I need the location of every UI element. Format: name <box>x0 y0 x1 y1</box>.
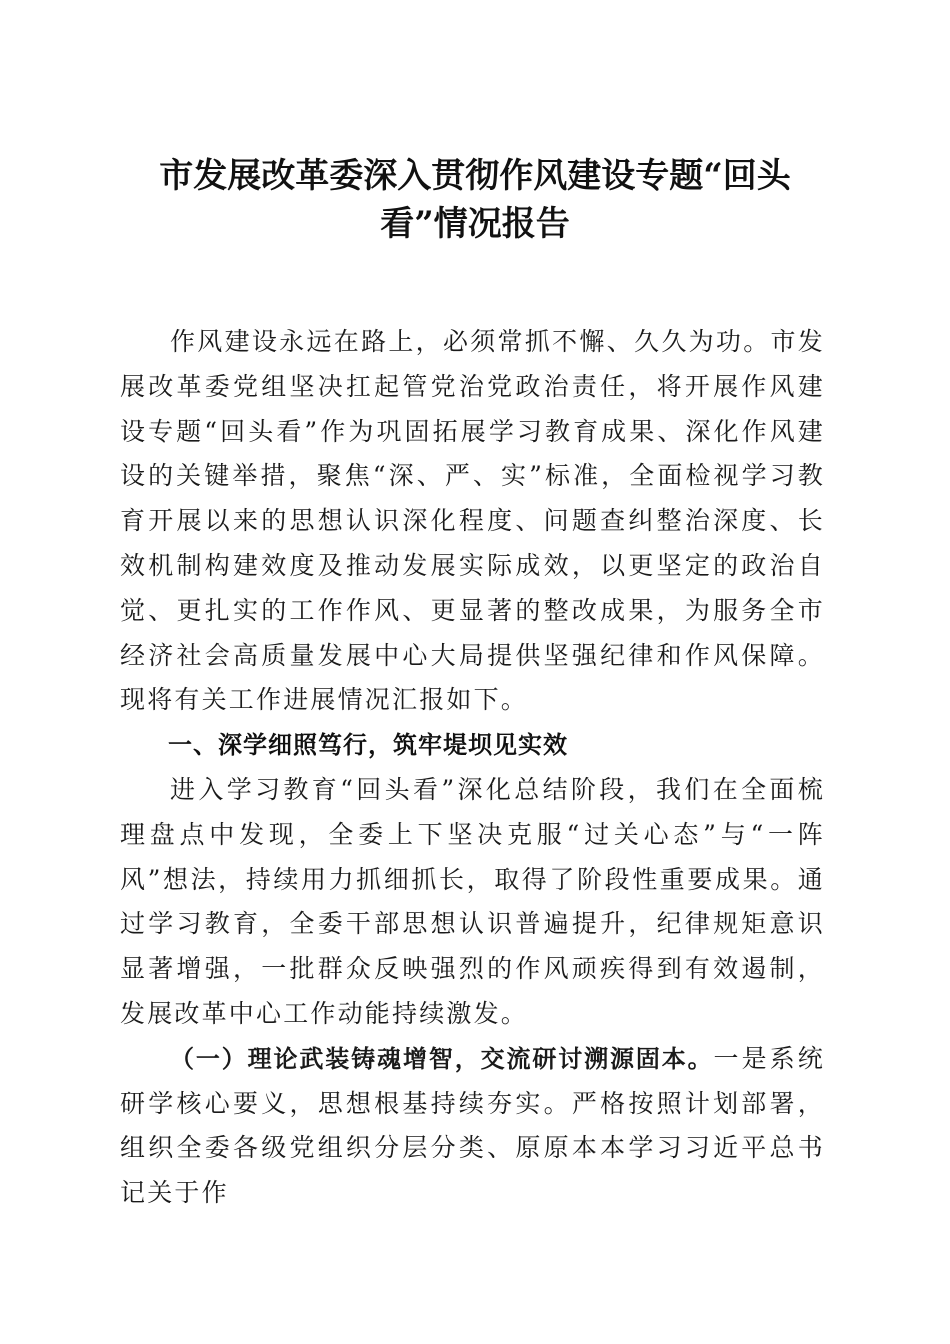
document-body <box>120 320 825 1216</box>
section-1-paragraph: 进入学习教育“回头看”深化总结阶段，我们在全面梳理盘点中发现，全委上下坚决克服“过关心态”与“一阵风”想法，持续用力抓细抓长，取得了阶段性重要成果。通过学习教育，全委干部思想认识普遍提升，纪律规矩意识显著增强，一批群众反映强烈的作风顽疾得到有效遏制，发展改革中心工作动能持续激发。 <box>120 774 825 1028</box>
subsection-1-paragraph <box>120 1037 825 1216</box>
document-title <box>100 152 850 248</box>
subsection-1-text: 一是系统研学核心要义，思想根基持续夯实。严格按照计划部署，组织全委各级党组织分层分类、原原本本学习习近平总书记关于作 <box>120 1043 825 1208</box>
title-line-2: 看”情况报告 <box>380 204 570 244</box>
title-line-1: 市发展改革委深入贯彻作风建设专题“回头 <box>159 156 791 196</box>
section-1-heading: 一、深学细照笃行，筑牢堤坝见实效 <box>168 731 568 760</box>
subsection-1-heading: （一）理论武装铸魂增智，交流研讨溯源固本。 <box>170 1044 714 1073</box>
intro-paragraph: 作风建设永远在路上，必须常抓不懈、久久为功。市发展改革委党组坚决扛起管党治党政治责任，将开展作风建设专题“回头看”作为巩固拓展学习教育成果、深化作风建设的关键举措，聚焦“深、严、实”标准，全面检视学习教育开展以来的思想认识深化程度、问题查纠整治深度、长效机制构建效度及推动发展实际成效，以更坚定的政治自觉、更扎实的工作作风、更显著的整改成果，为服务全市经济社会高质量发展中心大局提供坚强纪律和作风保障。现将有关工作进展情况汇报如下。 <box>120 327 825 715</box>
